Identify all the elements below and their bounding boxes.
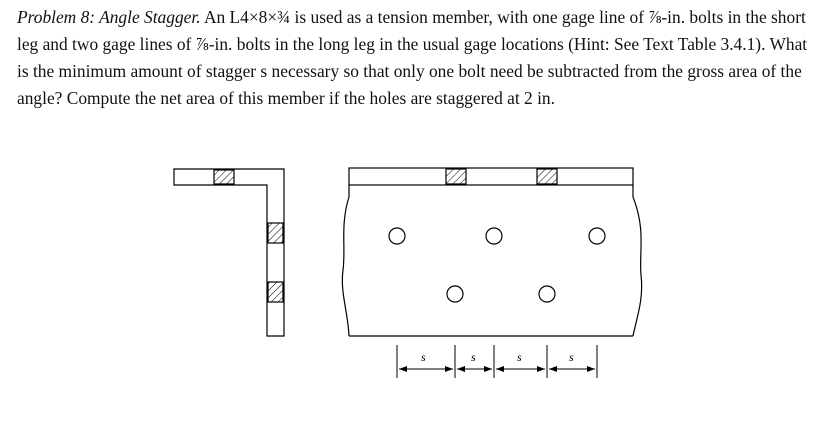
problem-title: Problem 8: Angle Stagger. (17, 7, 201, 27)
bolt-hole (389, 228, 405, 244)
stagger-dimensions (397, 345, 597, 378)
stagger-label: s (569, 350, 574, 364)
stagger-label: s (471, 350, 476, 364)
stagger-label: s (517, 350, 522, 364)
short-leg-bolt-hole (214, 170, 234, 184)
bolt-hole (589, 228, 605, 244)
plate-edge-hole-1 (446, 169, 466, 184)
long-leg-bolt-hole-2 (268, 282, 283, 302)
stagger-labels (421, 350, 574, 364)
angle-cross-section (174, 169, 284, 336)
problem-body: An L4×8×¾ is used as a tension member, with one gage line of ⅞-in. bolts in the short leg and two gage lines of ⅞-in. bolts in the long leg in the usual gage locations (Hint: See Text Table 3.4.1). What is the minimum amount of stagger s necessary so that only one bolt need be subtracted from the gross area of the angle? Compute the net area of this member if the holes are staggered at 2 in. (17, 7, 808, 108)
bolt-hole (539, 286, 555, 302)
plate-edge-hole-2 (537, 169, 557, 184)
bolt-holes (389, 228, 605, 302)
long-leg-bolt-hole-1 (268, 223, 283, 243)
bolt-hole (486, 228, 502, 244)
unfolded-plate (342, 168, 641, 336)
bolt-hole (447, 286, 463, 302)
stagger-label: s (421, 350, 426, 364)
